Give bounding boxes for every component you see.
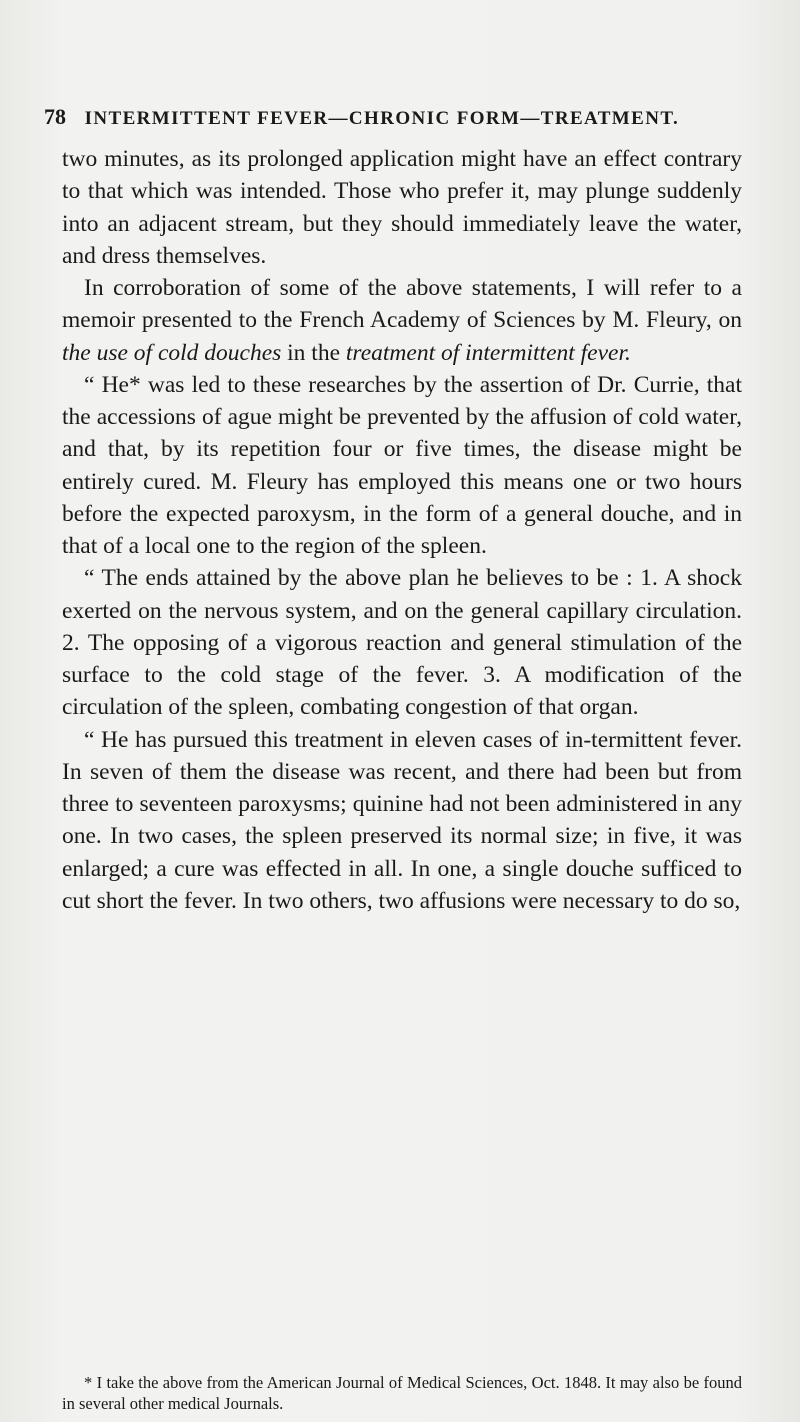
running-header xyxy=(44,104,744,130)
chapter-title: INTERMITTENT FEVER—CHRONIC FORM—TREATMENT. xyxy=(84,108,680,129)
paragraph-5: “ He has pursued this treatment in eleven cases of in-termittent fever. In seven of them the disease was recent, and there had been but from three to seventeen paroxysms; quinine had not been administered in any one. In two cases, the spleen preserved its normal size; in five, it was enlarged; a cure was effected in all. In one, a single douche sufficed to cut short the fever. In two others, two affusions were necessary to do so, xyxy=(62,726,742,914)
paragraph-3: “ He* was led to these researches by the assertion of Dr. Currie, that the accessions of ague might be prevented by the affusion of cold water, and that, by its repetition four or five times, the disease might be entirely cured. M. Fleury has employed this means one or two hours before the expected paroxysm, in the form of a general douche, and in that of a local one to the region of the spleen. xyxy=(62,371,742,559)
body-text xyxy=(62,143,742,917)
footnote-text: * I take the above from the American Journal of Medical Sciences, Oct. 1848. It may also be found in several other medical Journals. xyxy=(62,1373,742,1413)
footnote xyxy=(62,1372,742,1414)
paragraph-2-start: In corroboration of some of the above statements, I will refer to a memoir presented to the French Academy of Sciences by M. Fleury, on xyxy=(62,275,742,334)
paragraph-1: two minutes, as its prolonged application might have an effect contrary to that which was intended. Those who prefer it, may plunge suddenly into an adjacent stream, but they should immediately leave the water, and dress themselves. xyxy=(62,146,742,269)
paragraph-4: “ The ends attained by the above plan he believes to be : 1. A shock exerted on the nervous system, and on the general capillary circulation. 2. The opposing of a vigorous reaction and general stimulation of the surface to the cold stage of the fever. 3. A modification of the circulation of the spleen, combating congestion of that organ. xyxy=(62,565,742,721)
italic-phrase-cold-douches: the use of cold douches xyxy=(62,339,282,366)
page-number: 78 xyxy=(44,104,66,129)
paragraph-2-mid: in the xyxy=(281,339,346,366)
paragraph-2 xyxy=(62,272,742,369)
italic-phrase-treatment: treatment of intermittent fever. xyxy=(345,339,631,366)
